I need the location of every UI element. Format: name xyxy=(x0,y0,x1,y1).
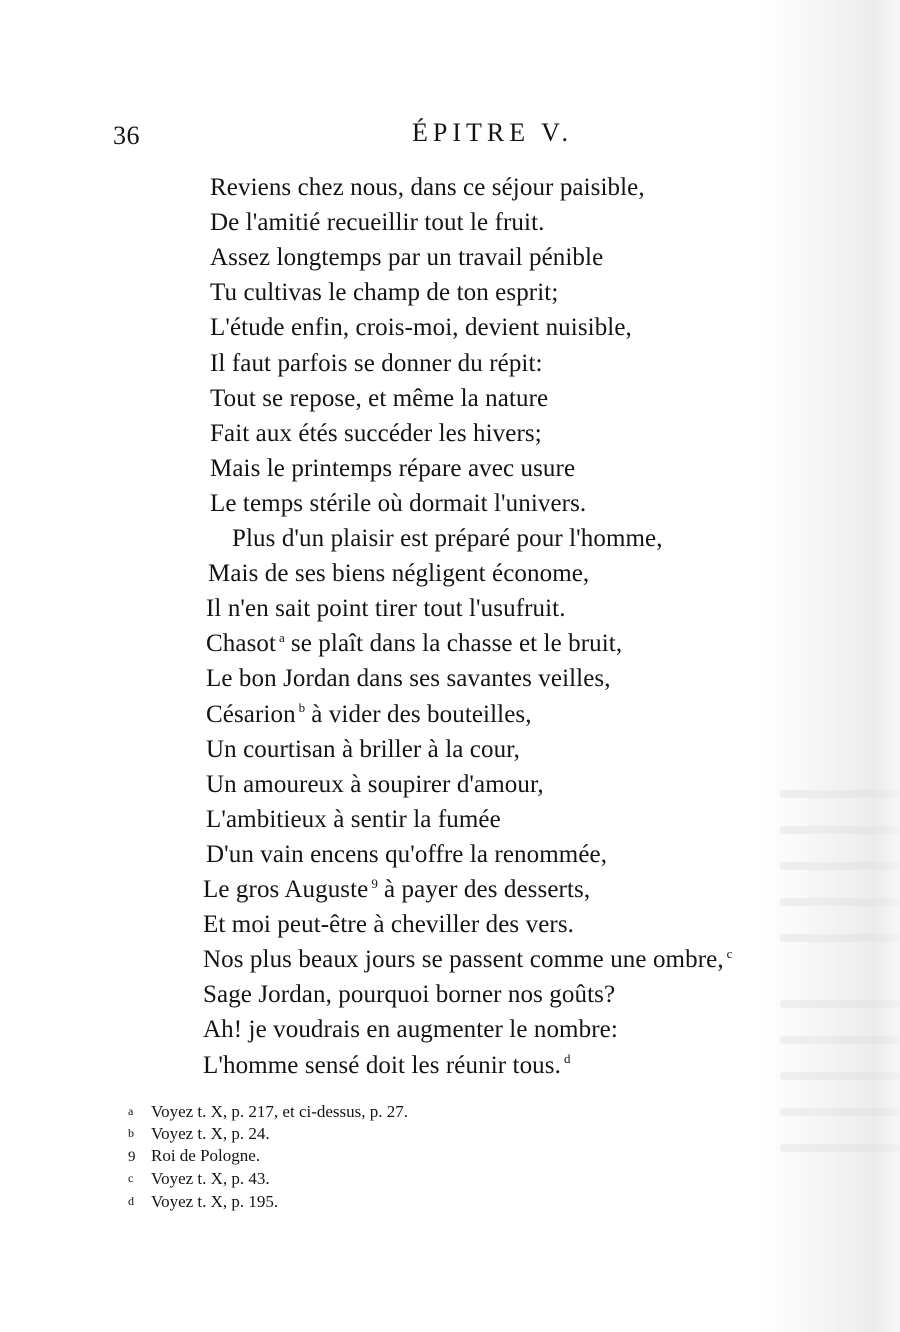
verse-line: Il n'en sait point tirer tout l'usufruit. xyxy=(206,595,566,623)
footnote xyxy=(128,1167,270,1190)
footnote-text: Roi de Pologne. xyxy=(151,1145,261,1165)
verse-line: Assez longtemps par un travail pénible xyxy=(210,244,604,272)
page-number: 36 xyxy=(113,121,140,150)
verse-text: Le gros Auguste xyxy=(203,876,369,903)
footnote-mark: b xyxy=(128,1126,134,1141)
footnote xyxy=(128,1100,408,1123)
footnote-text: Voyez t. X, p. 217, et ci-dessus, p. 27. xyxy=(151,1102,409,1121)
verse-text: à payer des desserts, xyxy=(383,876,591,903)
verse-line: D'un vain encens qu'offre la renommée, xyxy=(206,840,608,868)
show-through-line xyxy=(780,862,900,870)
verse-line: Plus d'un plaisir est préparé pour l'homme, xyxy=(232,525,663,552)
footnote-reference: 9 xyxy=(371,875,378,891)
show-through-line xyxy=(780,1072,900,1080)
verse-line: Sage Jordan, pourquoi borner nos goûts? xyxy=(203,981,616,1009)
verse-line: Mais le printemps répare avec usure xyxy=(210,454,576,482)
verse-text: L'homme sensé doit les réunir tous. xyxy=(203,1051,561,1079)
verse-text: Chasot xyxy=(206,630,277,658)
footnote-reference: c xyxy=(726,945,733,961)
running-title: ÉPITRE V. xyxy=(412,118,574,147)
footnote-mark: c xyxy=(128,1171,134,1186)
verse-line: Tout se repose, et même la nature xyxy=(210,384,549,412)
verse-line: Fait aux étés succéder les hivers; xyxy=(210,419,542,447)
show-through-line xyxy=(780,1108,900,1116)
verse-line: Tu cultivas le champ de ton esprit; xyxy=(210,279,559,307)
verse-line: L'étude enfin, crois-moi, devient nuisible, xyxy=(210,314,632,342)
footnote-reference: b xyxy=(298,700,306,716)
footnote-mark: a xyxy=(128,1104,134,1118)
verse-text: Nos plus beaux jours se passent comme une ombre, xyxy=(203,946,724,974)
footnote-text: Voyez t. X, p. 43. xyxy=(151,1169,270,1189)
footnote-text: Voyez t. X, p. 195. xyxy=(151,1191,279,1211)
show-through-line xyxy=(780,934,900,942)
verse-text: Césarion xyxy=(206,700,296,728)
verse-line xyxy=(203,875,590,905)
verse-line: Un courtisan à briller à la cour, xyxy=(206,735,520,763)
verse-line xyxy=(203,945,733,975)
verse-line: Mais de ses biens négligent économe, xyxy=(208,560,590,588)
footnote-reference: a xyxy=(279,629,285,645)
verse-text: se plaît dans la chasse et le bruit, xyxy=(290,630,623,658)
verse-line: Reviens chez nous, dans ce séjour paisible, xyxy=(210,174,645,201)
footnote xyxy=(128,1190,278,1213)
footnote xyxy=(128,1122,270,1145)
footnote-mark: 9 xyxy=(128,1148,136,1165)
show-through-line xyxy=(780,1144,900,1152)
show-through-line xyxy=(780,1000,900,1008)
verse-line: Le temps stérile où dormait l'univers. xyxy=(210,489,587,517)
verse-line: De l'amitié recueillir tout le fruit. xyxy=(210,209,545,237)
footnote-reference: d xyxy=(563,1051,571,1067)
verse-line: Un amoureux à soupirer d'amour, xyxy=(206,770,544,798)
show-through-line xyxy=(780,790,900,798)
show-through-line xyxy=(780,826,900,834)
footnote-text: Voyez t. X, p. 24. xyxy=(151,1124,270,1144)
verse-line: L'ambitieux à sentir la fumée xyxy=(206,805,501,833)
verse-text: à vider des bouteilles, xyxy=(311,700,532,728)
show-through-line xyxy=(780,898,900,906)
verse-line xyxy=(206,629,622,659)
verse-line xyxy=(206,700,532,730)
footnote-mark: d xyxy=(128,1193,134,1208)
verse-line xyxy=(203,1051,571,1081)
verse-line: Ah! je voudrais en augmenter le nombre: xyxy=(203,1016,618,1044)
verse-line: Et moi peut-être à cheviller des vers. xyxy=(203,911,575,939)
footnote xyxy=(128,1145,260,1168)
verse-line: Il faut parfois se donner du répit: xyxy=(210,349,543,377)
verse-line: Le bon Jordan dans ses savantes veilles, xyxy=(206,665,611,693)
show-through-line xyxy=(780,1036,900,1044)
